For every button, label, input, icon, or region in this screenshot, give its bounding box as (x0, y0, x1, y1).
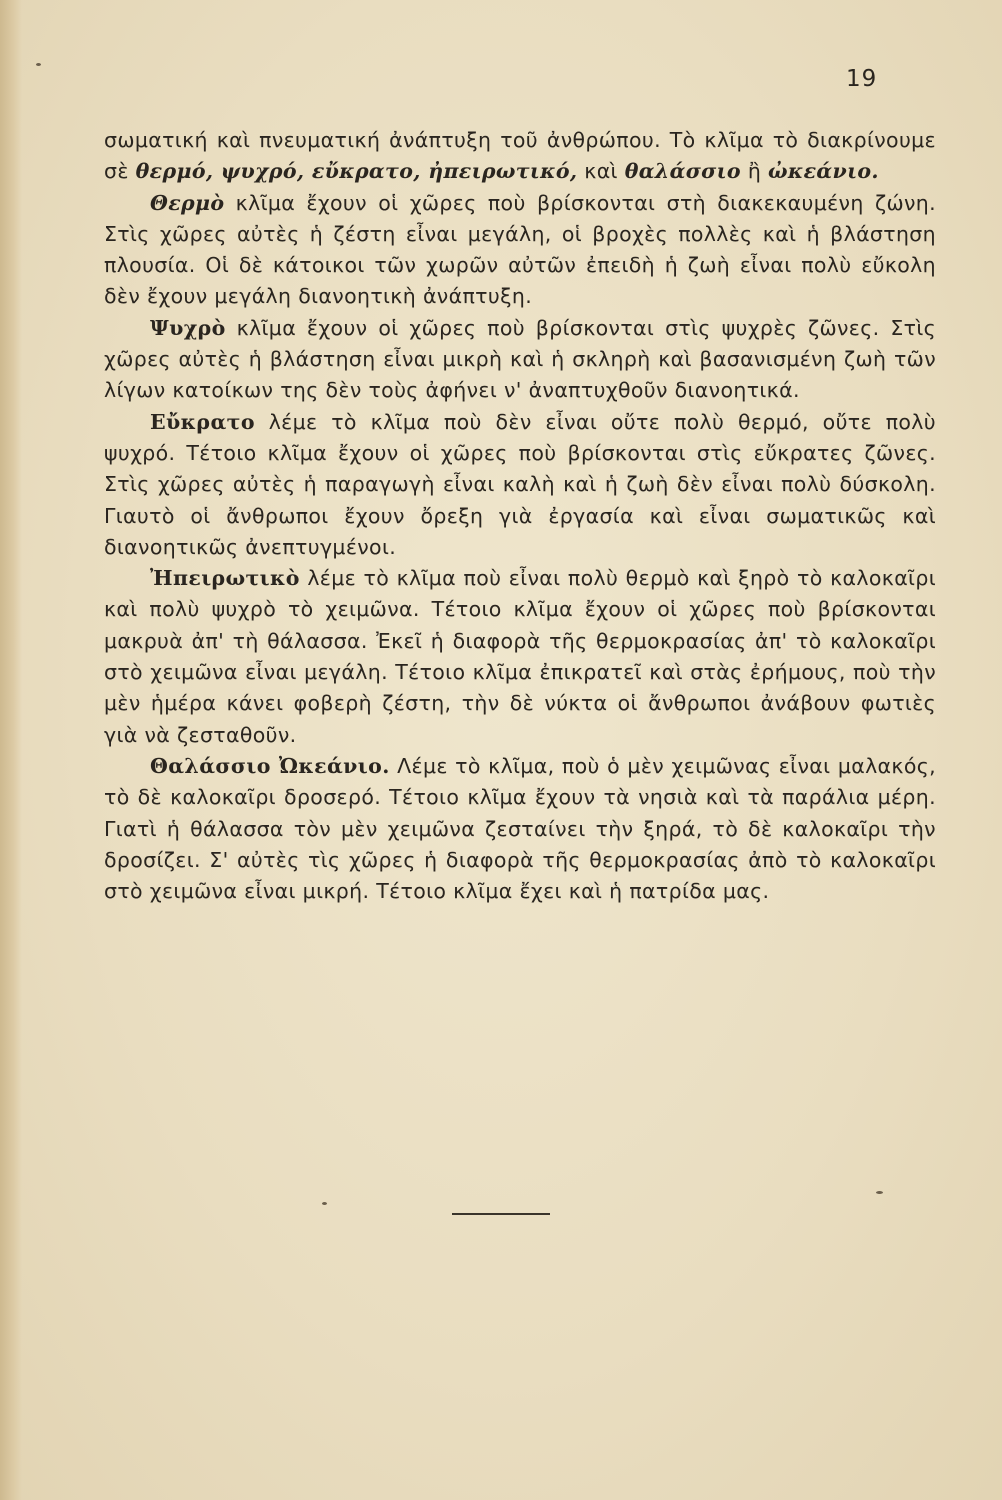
hot-climate-term: Θερμὸ (150, 190, 225, 215)
text-segment: κλῖμα ἔχουν οἱ χῶρες ποὺ βρίσκονται στὶς ψυχρὲς ζῶνες. Στὶς χῶρες αὐτὲς ἡ βλάστηση εἶναι μικρὴ καὶ ἡ σκληρὴ καὶ βασανισμένη ζωὴ τῶν λίγων κατοίκων της δὲν τοὺς ἀφήνει ν' ἀναπτυχθοῦν διανοητικά. (104, 315, 936, 403)
paragraph-intro-continuation (104, 125, 936, 188)
section-end-rule (452, 1213, 550, 1215)
text-segment: Λέμε τὸ κλῖμα, ποὺ ὁ μὲν χειμῶνας εἶναι μαλακός, τὸ δὲ καλοκαῖρι δροσερό. Τέτοιο κλῖμα ἔχουν τὰ νησιὰ καὶ τὰ παράλια μέρη. Γιατὶ ἡ θάλασσα τὸν μὲν χειμῶνα ζεσταίνει τὴν ξηρά, τὸ δὲ καλοκαῖρι τὴν δροσίζει. Σ' αὐτὲς τὶς χῶρες ἡ διαφορὰ τῆς θερμοκρασίας ἀπὸ τὸ καλοκαῖρι στὸ χειμῶνα εἶναι μικρή. Τέτοιο κλῖμα ἔχει καὶ ἡ πατρίδα μας. (104, 753, 936, 904)
text-segment: σωματική καὶ πνευματική ἀνάπτυξη τοῦ ἀνθρώπου. Τὸ κλῖμα τὸ διακρίνουμε σὲ (104, 128, 936, 184)
continental-climate-term: Ἠπειρωτικὸ (150, 566, 300, 591)
page-number: 19 (846, 66, 878, 92)
text-segment: λέμε τὸ κλῖμα ποὺ δὲν εἶναι οὔτε πολὺ θερμό, οὔτε πολὺ ψυχρό. Τέτοιο κλῖμα ἔχουν οἱ χῶρες ποὺ βρίσκονται στὶς εὔκρατες ζῶνες. Στὶς χῶρες αὐτὲς ἡ παραγωγὴ εἶναι καλὴ καὶ ἡ ζωὴ δὲν εἶναι πολὺ δύσκολη. Γιαυτὸ οἱ ἄνθρωποι ἔχουν ὄρεξη γιὰ ἐργασία καὶ εἶναι σωματικῶς καὶ διανοητικῶς ἀνεπτυγμένοι. (104, 409, 936, 559)
text-segment: λέμε τὸ κλῖμα ποὺ εἶναι πολὺ θερμὸ καὶ ξηρὸ τὸ καλοκαῖρι καὶ πολὺ ψυχρὸ τὸ χειμῶνα. Τέτοιο κλῖμα ἔχουν οἱ χῶρες ποὺ βρίσκονται μακρυὰ ἀπ' τὴ θάλασσα. Ἐκεῖ ἡ διαφορὰ τῆς θερμοκρασίας ἀπ' τὸ καλοκαῖρι στὸ χειμῶνα εἶναι μεγάλη. Τέτοιο κλῖμα ἐπικρατεῖ καὶ στὰς ἐρήμους, ποὺ τὴν μὲν ἡμέρα κάνει φοβερὴ ζέστη, τὴν δὲ νύκτα οἱ ἄνθρωποι ἀνάβουν φωτιὲς γιὰ νὰ ζεσταθοῦν. (104, 566, 936, 747)
paper-speck (322, 1202, 327, 1205)
paragraph-cold-climate (104, 313, 936, 407)
paragraph-maritime-climate (104, 751, 936, 907)
text-segment: καὶ (577, 159, 625, 184)
cold-climate-term: Ψυχρὸ (150, 315, 226, 340)
paragraph-continental-climate (104, 563, 936, 751)
paragraph-temperate-climate (104, 407, 936, 563)
paragraph-hot-climate (104, 188, 936, 313)
text-segment: κλῖμα ἔχουν οἱ χῶρες ποὺ βρίσκονται στὴ διακεκαυμένη ζώνη. Στὶς χῶρες αὐτὲς ἡ ζέστη εἶναι μεγάλη, οἱ βροχὲς πολλὲς καὶ ἡ βλάστηση πλουσία. Οἱ δὲ κάτοικοι τῶν χωρῶν αὐτῶν ἐπειδὴ ἡ ζωὴ εἶναι πολὺ εὔκολη δὲν ἔχουν μεγάλη διανοητικὴ ἀνάπτυξη. (104, 190, 936, 309)
binding-edge (0, 0, 22, 1500)
paper-speck (876, 1191, 883, 1194)
sea-term: θαλάσσιο (624, 159, 741, 184)
oceanic-term: ὠκεάνιο. (768, 159, 879, 184)
paper-speck (36, 63, 41, 66)
body-text (104, 125, 936, 907)
temperate-climate-term: Εὔκρατο (150, 409, 255, 434)
text-segment: ἢ (740, 159, 769, 184)
maritime-climate-term: Θαλάσσιο Ὠκεάνιο. (150, 753, 390, 778)
climate-types-term: θερμό, ψυχρό, εὔκρατο, ἠπειρωτικό, (135, 159, 578, 184)
